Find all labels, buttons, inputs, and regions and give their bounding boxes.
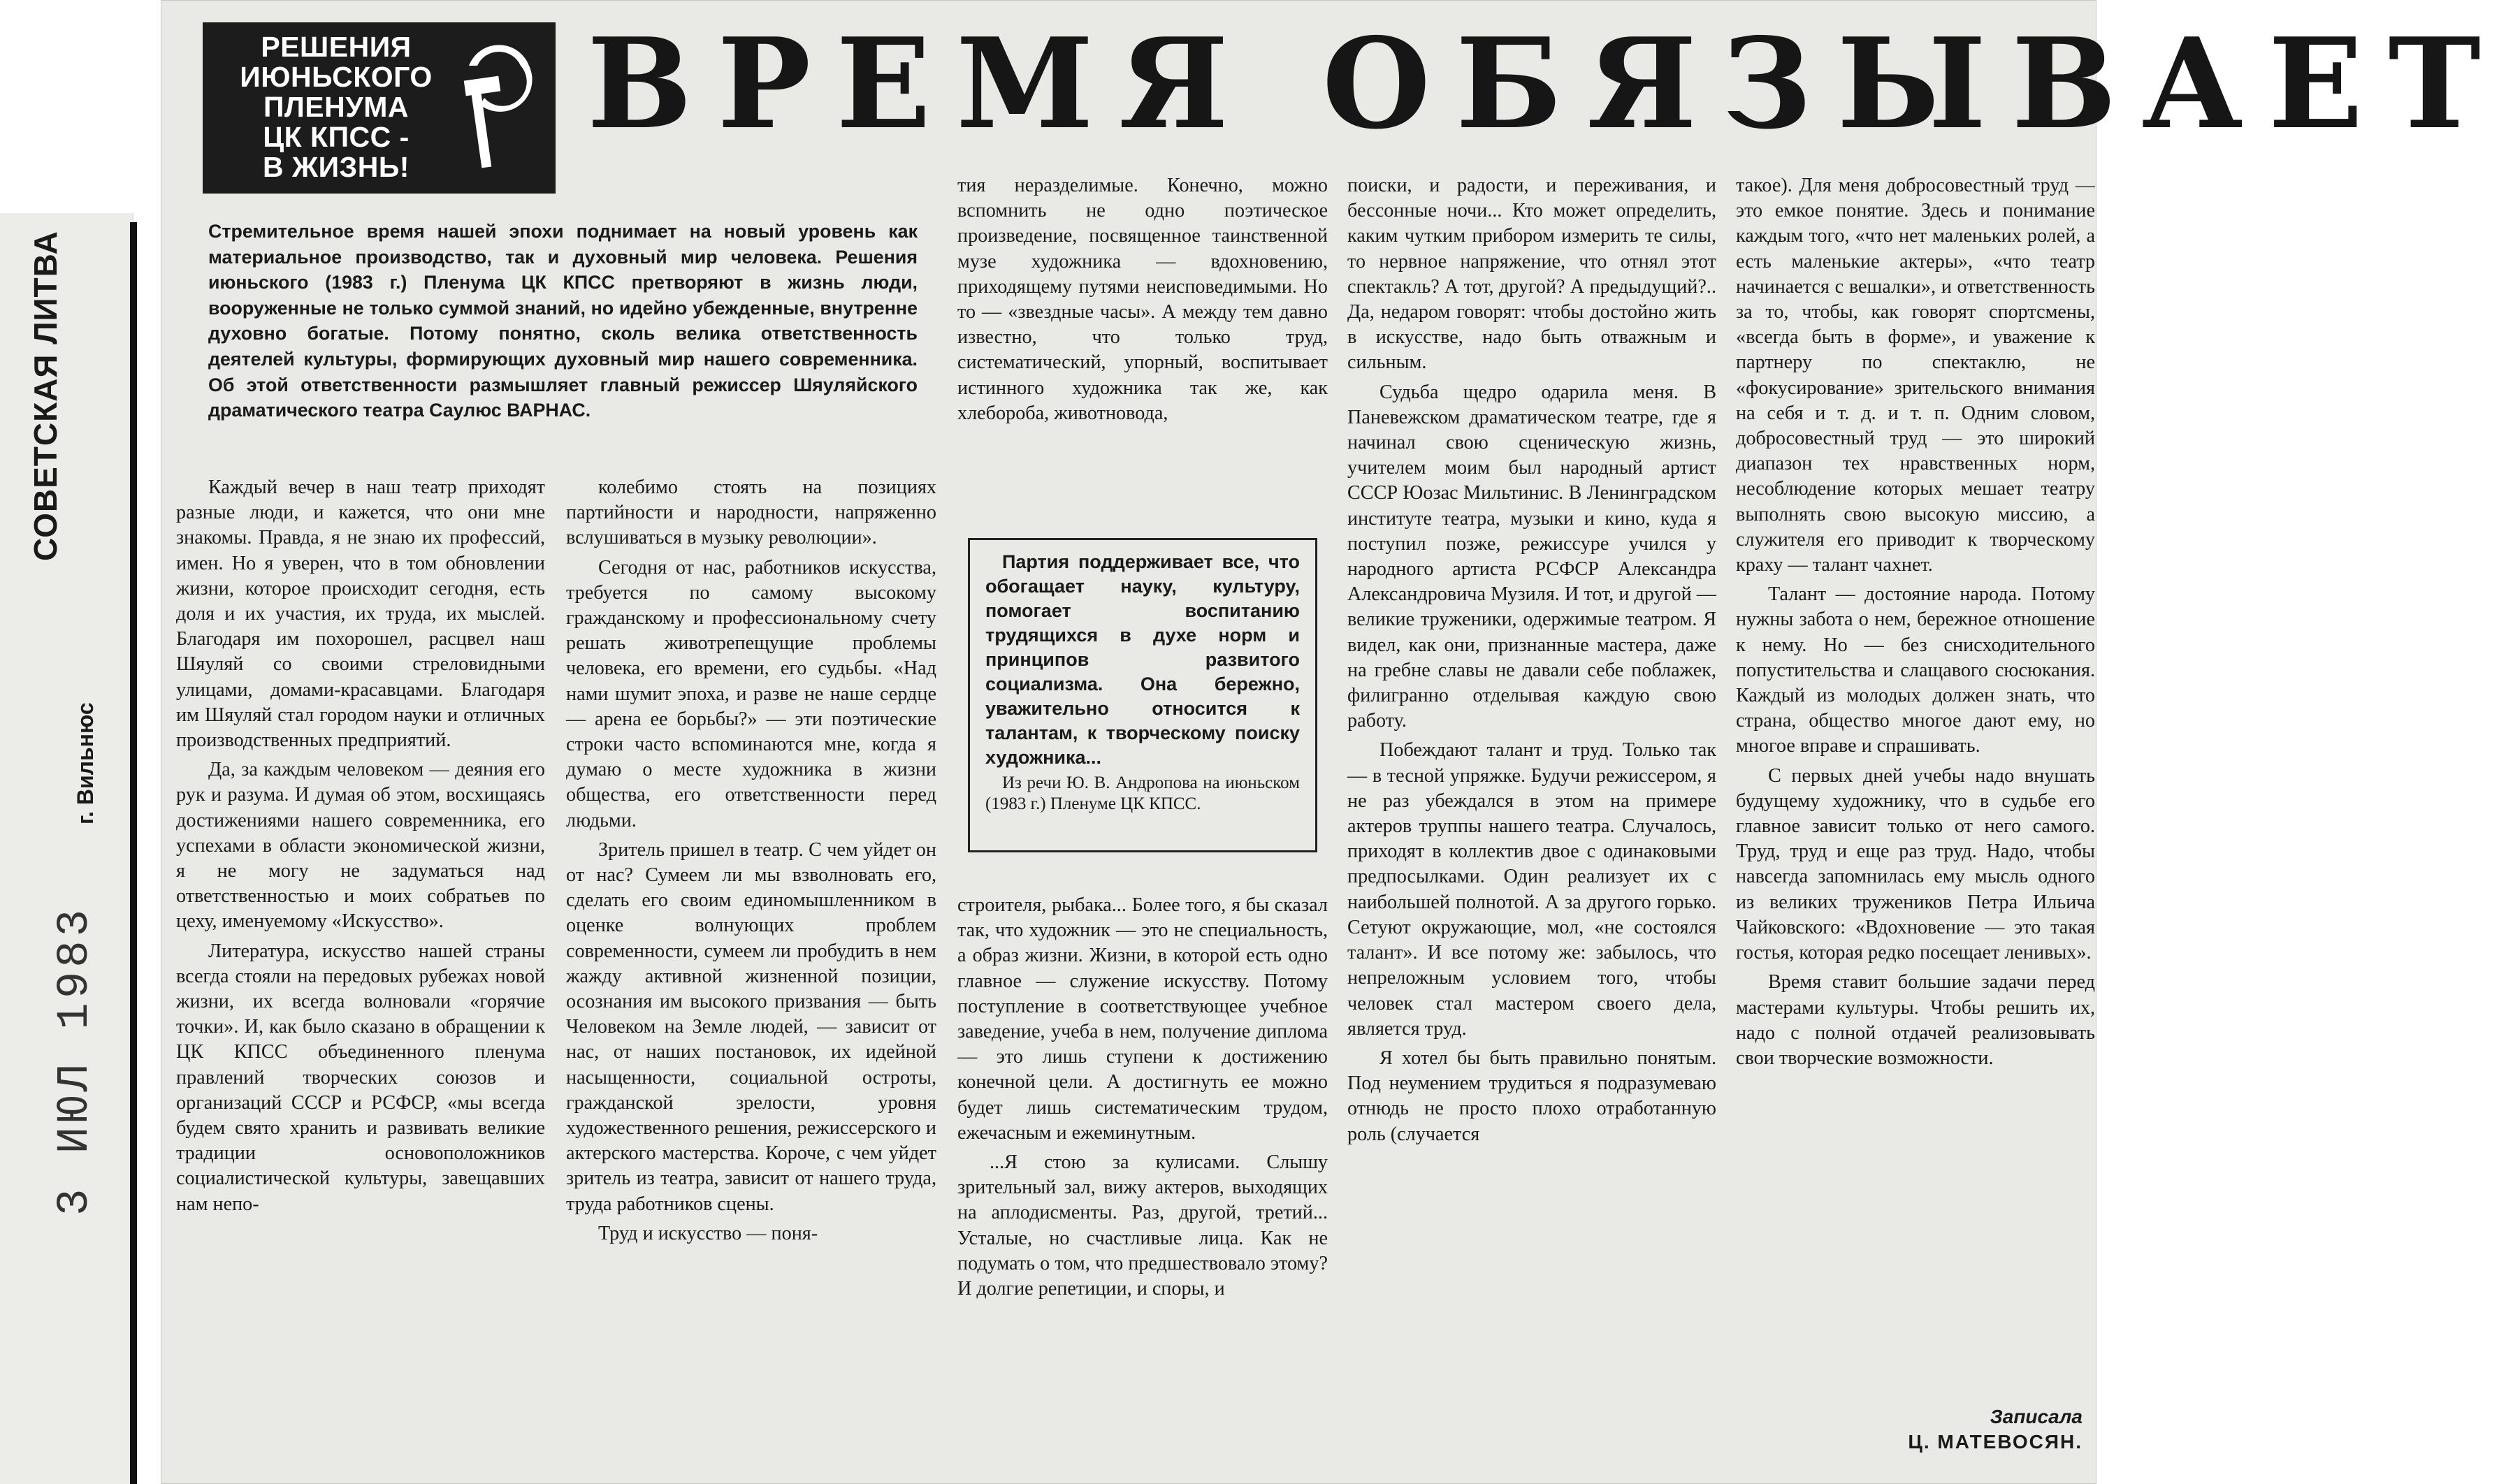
rubric-line: РЕШЕНИЯ: [261, 31, 412, 63]
paragraph: ...Я стою за кулисами. Слышу зрительный зал, вижу актеров, выходящих на аплодисменты. Раз, другой, третий... Усталые, но счастливые лица. Как не подумать о том, что предшествовало этому? И долгие репетиции, и споры, и: [957, 1151, 1328, 1300]
quote-box: [968, 538, 1317, 852]
rubric-line: ЦК КПСС -: [263, 121, 410, 153]
hammer-and-sickle-icon: [459, 38, 543, 177]
column-1: [176, 475, 545, 1221]
paragraph: С первых дней учебы надо внушать будущему художнику, что в судьбе его главное зависит только от него самого. Труд, труд и еще раз труд. Надо, чтобы навсегда запомнилась ему мысль одного из великих тружеников Петра Ильича Чайковского: «Вдохновение — это такая гостья, которая редко посещает ленивых».: [1736, 764, 2095, 964]
paragraph: тия неразделимые. Конечно, можно вспомнить не одно поэтическое произведение, посвященное таинственной музе художника — вдохновению, приходящему путями неисповедимыми. Но то — «звездные часы». А между тем давно известно, что только труд, систематический, упорный, воспитывает истинного художника так же, как хлебороба, животновода,: [957, 175, 1328, 424]
paragraph: Да, за каждым человеком — деяния его рук и разума. И думая об этом, восхищаясь достижениями нашего современника, его успехами в области экономической жизни, я не могу не задуматься над ответственностью и моих собратьев по цеху, именуемому «Искусство».: [176, 759, 545, 933]
signature: [1789, 1404, 2083, 1455]
paragraph: Судьба щедро одарила меня. В Паневежском драматическом театре, где я начинал свою сценическую жизнь, учителем моим был народный артист СССР Юозас Мильтинис. В Ленинградском институте театра, музыки и кино, куда я поступил позже, режиссуре учился у народного артиста РСФСР Александра Александровича Музиля. И тот, и другой — великие труженики, одержимые театром. Я видел, как они, признанные мастера, даже на гребне славы не давали себе поблажек, филигранно отделывая каждую свою работу.: [1347, 381, 1716, 732]
paragraph: Труд и искусство — поня-: [598, 1222, 818, 1244]
column-2: [566, 475, 936, 1251]
column-3-bottom: [957, 893, 1328, 1306]
column-4: [1347, 173, 1716, 1151]
paragraph: колебимо стоять на позициях партийности и народности, напряженно вслушиваться в музыку революции».: [566, 477, 936, 549]
quote-text: Партия поддерживает все, что обогащает науку, культуру, помогает воспитанию трудящихся в духе норм и принципов развитого социализма. Она бережно, уважительно относится к талантам, к творческому поиску художника...: [985, 551, 1300, 768]
paragraph: Талант — достояние народа. Потому нужны забота о нем, бережное отношение к нему. Но — без снисходительного попустительства и слащавого сюсюкания. Каждый из молодых должен знать, что страна, общество многое дают ему, но многое вправе и спрашивать.: [1736, 583, 2095, 757]
newspaper-name: СОВЕТСКАЯ ЛИТВА: [27, 231, 64, 561]
lead-paragraph: Стремительное время нашей эпохи поднимает на новый уровень как материальное производство, так и духовный мир человека. Решения июньского (1983 г.) Пленума ЦК КПСС претворяют в жизнь люди, вооруженные не только суммой знаний, но идейно убежденные, внутренне духовно богатые. Потому понятно, сколь велика ответственность деятелей культуры, формирующих духовный мир нашего современника. Об этой ответственности размышляет главный режиссер Шяуляйского драматического театра Саулюс ВАРНАС.: [208, 221, 918, 421]
paragraph: Я хотел бы быть правильно понятым. Под неумением трудиться я подразумеваю отнюдь не просто плохо отработанную роль (случается: [1347, 1047, 1716, 1145]
paragraph: Время ставит большие задачи перед мастерами культуры. Чтобы решить их, надо с полной отдачей реализовывать свои творческие возможности.: [1736, 971, 2095, 1069]
rubric-line: В ЖИЗНЬ!: [263, 151, 410, 183]
headline: ВРЕМЯ ОБЯЗЫВАЕТ: [587, 10, 2506, 157]
rubric-badge: [203, 22, 556, 194]
quote-source: Из речи Ю. В. Андропова на июньском (1983 г.) Пленуме ЦК КПСС.: [985, 773, 1300, 813]
paragraph: Литература, искусство нашей страны всегда стояли на передовых рубежах новой жизни, их всегда волновали «горячие точки». И, как было сказано в обращении к ЦК КПСС объединенного пленума правлений творческих союзов и организаций СССР и РСФСР, «мы всегда будем свято хранить и развивать великие традиции основоположников социалистической культуры, завещавших нам непо-: [176, 940, 545, 1215]
paragraph: Сегодня от нас, работников искусства, требуется по самому высокому гражданскому и профессиональному счету решать животрепещущие проблемы человека, его времени, его судьбы. «Над нами шумит эпоха, и разве не наше сердце — арена ее борьбы?» — эти поэтические строки часто вспоминаются мне, когда я думаю о месте художника в жизни общества, его ответственности перед людьми.: [566, 556, 936, 831]
paragraph: Зритель пришел в театр. С чем уйдет он от нас? Сумеем ли мы взволновать его, сделать его своим единомышленником в оценке волнующих проблем современности, сумеем ли пробудить в нем жажду активной жизненной позиции, осознания им высокого призвания — быть Человеком на Земле людей, — зависит от нас, от наших постановок, их идейной насыщенности, социальной остроты, гражданской зрелости, уровня художественного решения, режиссерского и актерского мастерства. Короче, с чем уйдет зритель из театра, зависит от нашего труда, труда работников сцены.: [566, 838, 936, 1215]
signature-name: Ц. МАТЕВОСЯН.: [1908, 1431, 2083, 1453]
rubric-text: [221, 32, 451, 182]
paragraph: поиски, и радости, и переживания, и бессонные ночи... Кто может определить, каким чутким прибором измерить те силы, то нервное напряжение, что отнял этот спектакль? А тот, другой? А предыдущий?.. Да, недаром говорят: чтобы достойно жить в искусстве, надо быть отважным и сильным.: [1347, 175, 1716, 374]
vertical-rule: [130, 222, 137, 1484]
date-stamp: 3 ИЮЛ 1983: [50, 905, 101, 1216]
rubric-line: ПЛЕНУМА: [263, 91, 409, 123]
rubric-line: ИЮНЬСКОГО: [240, 61, 433, 93]
paragraph: такое). Для меня добросовестный труд — это емкое понятие. Здесь и понимание каждым того, «что нет маленьких ролей, а есть маленькие актеры», «что театр начинается с вешалки», и ответственность за то, чтобы, как говорят спортсмены, «всегда быть в форме», и уважение к партнеру по спектаклю, не «фокусирование» зрительского внимания на себя и т. д. и т. п. Одним словом, добросовестный труд — это широкий диапазон тех нравственных норм, несоблюдение которых мешает театру выполнять свою высокую миссию, а служителя его приводит к творческому краху — талант чахнет.: [1736, 175, 2095, 576]
paragraph: Каждый вечер в наш театр приходят разные люди, и кажется, что они мне знакомы. Правда, я не знаю их профессий, имен. Но я уверен, что в том обновлении жизни, которое происходит сегодня, есть доля и их участия, их труда, их мыслей. Благодаря им похорошел, расцвел наш Шяуляй со своими стреловидными улицами, домами-красавцами. Благодаря им Шяуляй стал городом науки и отличных производственных предприятий.: [176, 477, 545, 752]
column-5: [1736, 173, 2095, 1075]
paragraph: Побеждают талант и труд. Только так — в тесной упряжке. Будучи режиссером, я не раз убеждался в этом на примере актеров труппы нашего театра. Случалось, приходят в коллектив двое с одинаковыми предпосылками. Один реализует их с наибольшей полнотой. А за другого горько. Сетуют окружающие, мол, «не состоялся талант». И все потому же: забылось, что непреложным условием того, чтобы человек стал мастером своего дела, является труд.: [1347, 739, 1716, 1040]
paragraph: строителя, рыбака... Более того, я бы сказал так, что художник — это не специальность, а образ жизни. Жизни, в которой есть одно главное — служение искусству. Потому поступление в соответствующее учебное заведение, учеба в нем, получение диплома — это лишь ступени к достижению конечной цели. А достигнуть ее можно будет лишь систематическим трудом, ежечасным и ежеминутным.: [957, 894, 1328, 1144]
signature-label: Записала: [1990, 1406, 2083, 1427]
newspaper-city: г. Вильнюс: [73, 702, 98, 824]
column-3-top: [957, 173, 1328, 430]
